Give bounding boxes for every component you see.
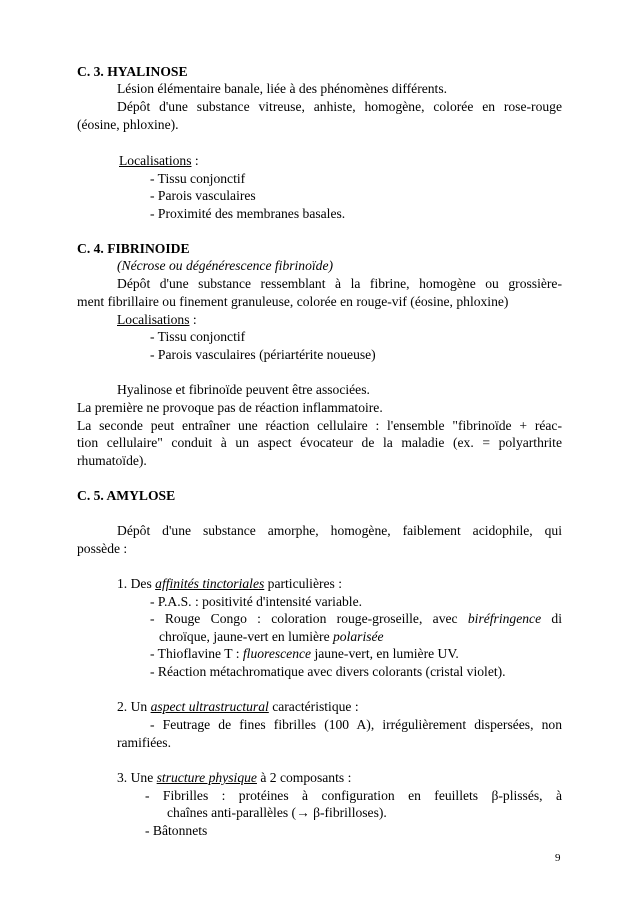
list-item: - P.A.S. : positivité d'intensité variable. bbox=[150, 594, 362, 609]
text-segment: 1. Des bbox=[117, 576, 156, 591]
section-heading-amylose: C. 5. AMYLOSE bbox=[77, 488, 176, 503]
page-number: 9 bbox=[555, 852, 561, 864]
text-segment: chroïque, jaune-vert en lumière bbox=[159, 629, 333, 644]
emphasis-term: polarisée bbox=[333, 629, 384, 644]
paragraph-line: (éosine, phloxine). bbox=[77, 117, 179, 132]
emphasis-term: affinités tinctoriales bbox=[155, 576, 265, 591]
colon: : bbox=[191, 153, 199, 168]
paragraph-line: La première ne provoque pas de réaction inflammatoire. bbox=[77, 400, 383, 415]
text-segment: di bbox=[541, 611, 562, 626]
list-item: - Parois vasculaires bbox=[150, 188, 256, 203]
colon: : bbox=[189, 312, 197, 327]
list-item bbox=[150, 645, 459, 662]
text-segment: 2. Un bbox=[117, 699, 151, 714]
list-item: - Feutrage de fines fibrilles (100 A), irrégulièrement dispersées, non bbox=[150, 717, 562, 732]
text-segment: particulières : bbox=[264, 576, 343, 591]
section-heading-fibrinoide: C. 4. FIBRINOIDE bbox=[77, 241, 190, 256]
list-item-continuation: chaînes anti-parallèles (→ β-fibrilloses). bbox=[167, 805, 387, 820]
list-item: - Tissu conjonctif bbox=[150, 329, 246, 344]
text-segment: caractéristique : bbox=[268, 699, 359, 714]
list-item-continuation bbox=[159, 628, 384, 645]
list-item: - Proximité des membranes basales. bbox=[150, 206, 346, 221]
localisations-label: Localisations bbox=[119, 153, 192, 168]
list-item: - Réaction métachromatique avec divers colorants (cristal violet). bbox=[150, 664, 506, 679]
text-segment: - Rouge Congo : coloration rouge-groseille, avec bbox=[150, 611, 468, 626]
paragraph-line: ment fibrillaire ou finement granuleuse, colorée en rouge-vif (éosine, phloxine) bbox=[77, 294, 509, 309]
emphasis-term: aspect ultrastructural bbox=[150, 699, 269, 714]
paragraph-line: possède : bbox=[77, 541, 128, 556]
emphasis-term: structure physique bbox=[156, 770, 257, 785]
list-item: - Bâtonnets bbox=[145, 823, 208, 838]
list-item: - Parois vasculaires (périartérite noueuse) bbox=[150, 347, 376, 362]
localisations-line bbox=[119, 152, 199, 169]
text-segment: - Thioflavine T : bbox=[150, 646, 243, 661]
paragraph-line: Hyalinose et fibrinoïde peuvent être associées. bbox=[117, 382, 370, 397]
paragraph-line: Dépôt d'une substance ressemblant à la fibrine, homogène ou grossière- bbox=[117, 276, 562, 291]
list-item bbox=[150, 610, 562, 627]
paragraph-line: La seconde peut entraîner une réaction cellulaire : l'ensemble "fibrinoïde + réac- bbox=[77, 418, 562, 433]
list-item-continuation: ramifiées. bbox=[117, 735, 171, 750]
list-item: - Fibrilles : protéines à configuration en feuillets β-plissés, à bbox=[145, 788, 562, 803]
localisations-label: Localisations bbox=[117, 312, 190, 327]
paragraph-line: Dépôt d'une substance amorphe, homogène, faiblement acidophile, qui bbox=[117, 523, 562, 538]
paragraph-line: Lésion élémentaire banale, liée à des phénomènes différents. bbox=[117, 81, 448, 96]
paragraph-line: Dépôt d'une substance vitreuse, anhiste, homogène, colorée en rose-rouge bbox=[117, 99, 562, 114]
text-segment: à 2 composants : bbox=[256, 770, 352, 785]
paragraph-line: rhumatoïde). bbox=[77, 453, 147, 468]
subsection-title bbox=[117, 575, 342, 592]
localisations-line bbox=[117, 311, 197, 328]
text-segment: 3. Une bbox=[117, 770, 157, 785]
paragraph-line: tion cellulaire" conduit à un aspect évocateur de la maladie (ex. = polyarthrite bbox=[77, 435, 562, 450]
emphasis-term: fluorescence bbox=[242, 646, 312, 661]
subsection-title bbox=[117, 698, 359, 715]
list-item: - Tissu conjonctif bbox=[150, 171, 246, 186]
emphasis-term: biréfringence bbox=[467, 611, 542, 626]
subsection-title bbox=[117, 769, 351, 786]
section-heading-hyalinose: C. 3. HYALINOSE bbox=[77, 64, 188, 79]
section-subtitle: (Nécrose ou dégénérescence fibrinoïde) bbox=[117, 258, 334, 273]
text-segment: jaune-vert, en lumière UV. bbox=[311, 646, 459, 661]
